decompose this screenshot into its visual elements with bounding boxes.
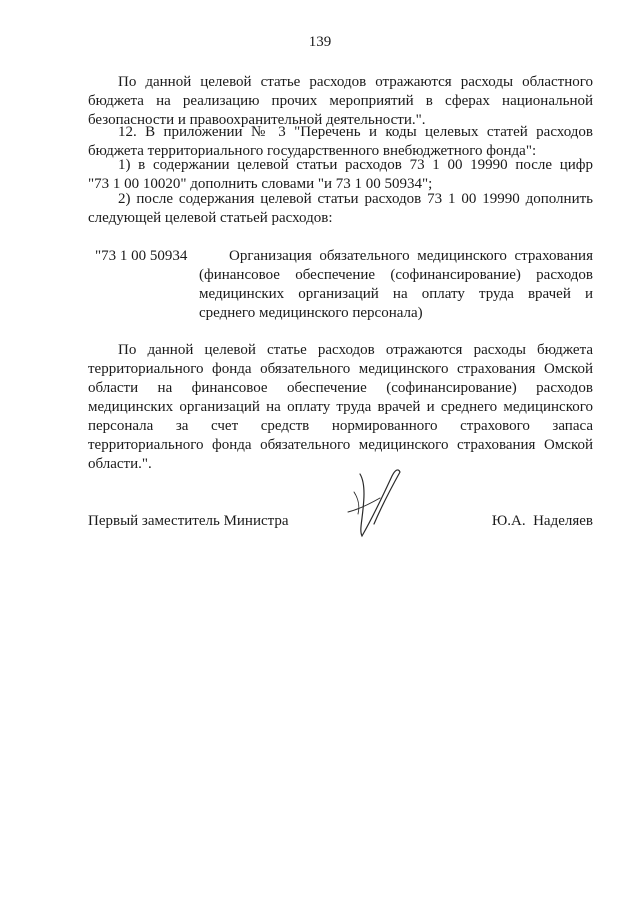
- paragraph-4: [88, 190, 593, 228]
- description-line: среднего медицинского персонала): [199, 305, 423, 321]
- paragraph-line: следующей целевой статьей расходов:: [88, 210, 333, 226]
- description-line: медицинских организаций на оплату труда врачей и: [199, 286, 593, 302]
- paragraph-1: [88, 73, 593, 130]
- paragraph-line: персонала за счет средств нормированного страхового запаса: [88, 418, 593, 434]
- signer-title: Первый заместитель Министра: [88, 513, 289, 529]
- paragraph-3: [88, 156, 593, 194]
- paragraph-line: 12. В приложении № 3 "Перечень и коды целевых статей расходов: [118, 124, 593, 140]
- target-article-code: "73 1 00 50934: [95, 248, 188, 264]
- paragraph-line: По данной целевой статье расходов отражаются расходы бюджета: [118, 342, 593, 358]
- target-article-description: [199, 247, 593, 323]
- paragraph-line: области.".: [88, 456, 152, 472]
- paragraph-line: территориального фонда обязательного медицинского страхования Омской: [88, 437, 593, 453]
- paragraph-line: области на финансовое обеспечение (софинансирование) расходов: [88, 380, 593, 396]
- paragraph-line: безопасности и правоохранительной деятельности.".: [88, 112, 426, 128]
- paragraph-line: "73 1 00 10020" дополнить словами "и 73 1 00 50934";: [88, 176, 433, 192]
- description-line: Организация обязательного медицинского страхования: [229, 248, 593, 264]
- paragraph-5: [88, 341, 593, 474]
- signer-name: Ю.А. Наделяев: [491, 513, 593, 529]
- paragraph-line: бюджета территориального государственного внебюджетного фонда":: [88, 143, 537, 159]
- page-number: 139: [308, 34, 332, 50]
- paragraph-line: 2) после содержания целевой статьи расходов 73 1 00 19990 дополнить: [118, 191, 593, 207]
- signature-block: [88, 513, 593, 537]
- paragraph-line: 1) в содержании целевой статьи расходов 73 1 00 19990 после цифр: [118, 157, 593, 173]
- paragraph-line: территориального фонда обязательного медицинского страхования Омской: [88, 361, 593, 377]
- description-line: (финансовое обеспечение (софинансирование) расходов: [199, 267, 593, 283]
- paragraph-line: бюджета на реализацию прочих мероприятий в сферах национальной: [88, 93, 593, 109]
- paragraph-line: медицинских организаций на оплату труда врачей и среднего медицинского: [88, 399, 593, 415]
- paragraph-line: По данной целевой статье расходов отражаются расходы областного: [118, 74, 593, 90]
